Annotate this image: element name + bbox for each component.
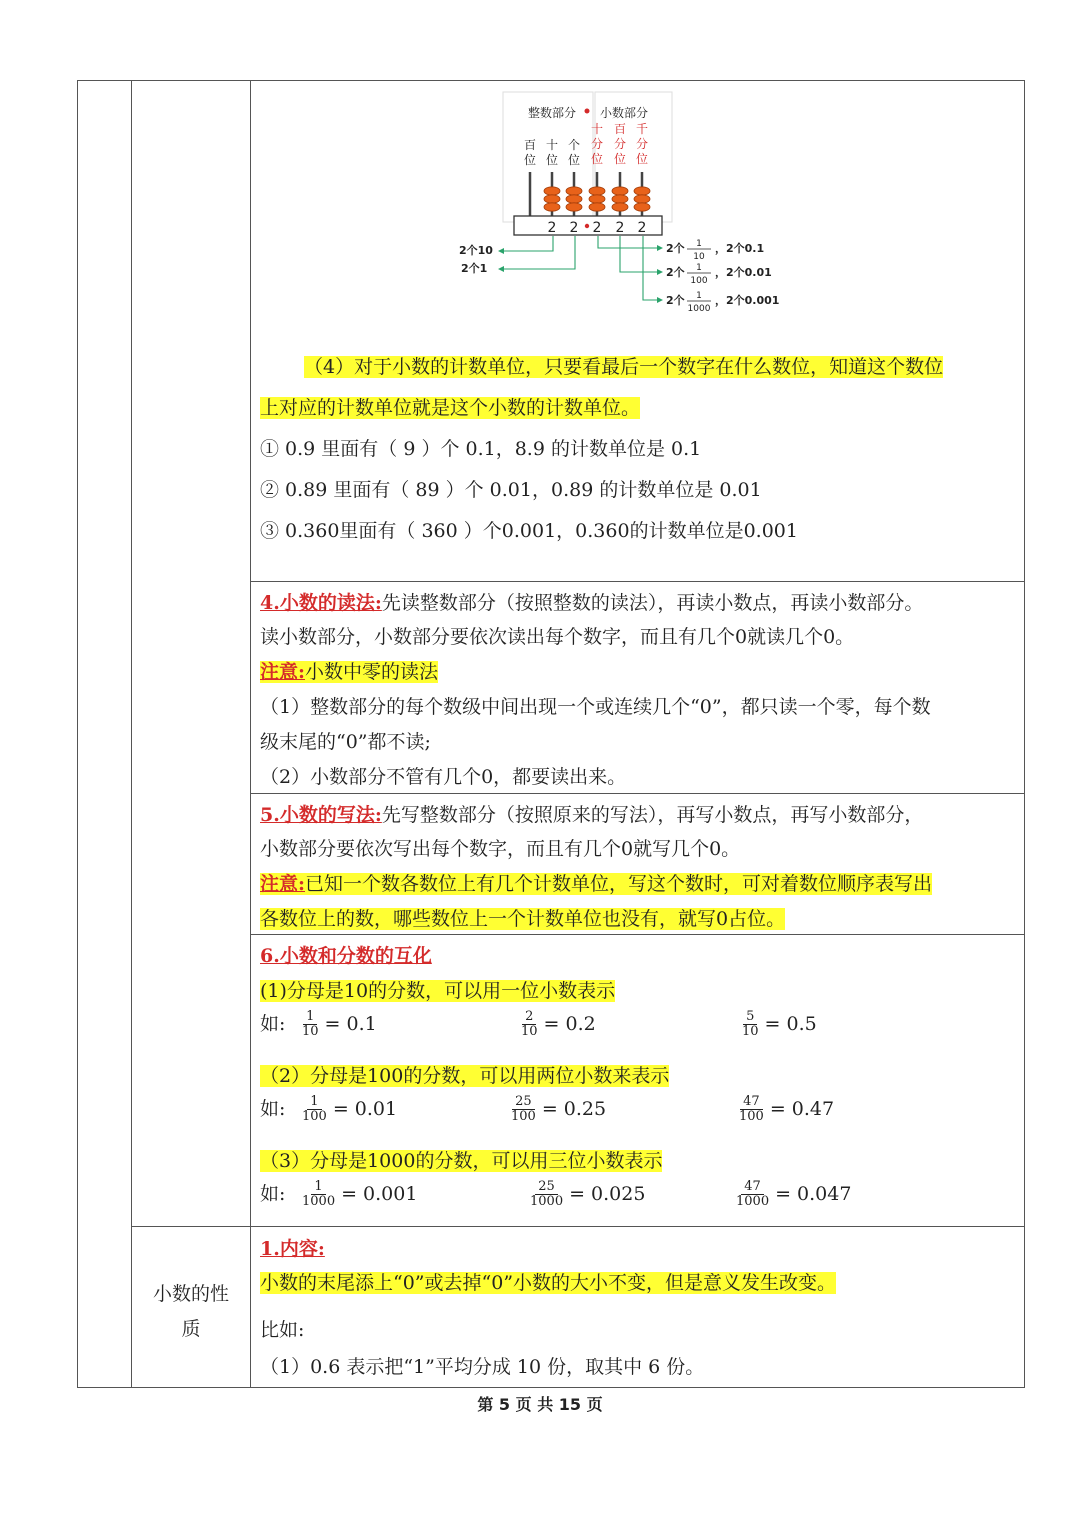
counting-unit-line-1: （4）对于小数的计数单位，只要看最后一个数字在什么数位，知道这个数位	[304, 356, 944, 378]
reading-note-text: 小数中零的读法	[305, 661, 439, 683]
right-note-suffix: ，2个0.1	[715, 242, 765, 255]
reading-heading-line	[260, 586, 923, 620]
right-note-denominator: 10	[693, 252, 705, 262]
place-label-char: 分	[590, 137, 604, 151]
reading-rule-1a: （1）整数部分的每个数级中间出现一个或连续几个“0”，都只读一个零，每个数	[260, 696, 931, 718]
conversion-example: $\frac{1}{100}$ = 0.01	[302, 1093, 398, 1124]
abacus-bead	[612, 195, 628, 203]
conversion-example: $\frac{2}{10}$ = 0.2	[521, 1008, 596, 1039]
left-note-ones: 2个1	[461, 262, 488, 275]
left-arrows	[502, 236, 575, 269]
place-label-char: 分	[613, 137, 627, 151]
writing-text-2: 小数部分要依次写出每个数字，而且有几个0就写几个0。	[260, 838, 741, 860]
property-content: 小数的末尾添上“0”或去掉“0”小数的大小不变，但是意义发生改变。	[260, 1272, 837, 1294]
reading-text-1: 先读整数部分（按照整数的读法），再读小数点，再读小数部分。	[381, 592, 924, 614]
place-label-char: 位	[613, 152, 627, 166]
abacus-place-value-diagram	[440, 88, 800, 320]
abacus-bead	[589, 203, 605, 211]
abacus-bead	[544, 195, 560, 203]
right-arrowheads	[657, 245, 663, 303]
conversion-example: $\frac{47}{1000}$ = 0.047	[736, 1178, 852, 1209]
example-item: ① 0.9 里面有（ 9 ）个 0.1，8.9 的计数单位是 0.1	[260, 438, 702, 460]
abacus-bead	[612, 203, 628, 211]
conversion-example-prefix: 如:	[260, 1183, 286, 1205]
place-label-char: 位	[590, 152, 604, 166]
decimal-part-label: 小数部分	[599, 106, 649, 120]
conversion-example: $\frac{47}{100}$ = 0.47	[739, 1093, 835, 1124]
abacus-bead	[566, 195, 582, 203]
abacus-digit: 2	[637, 220, 647, 236]
reading-text-2: 读小数部分，小数部分要依次读出每个数字，而且有几个0就读几个0。	[260, 626, 855, 648]
place-label-char: 分	[635, 137, 649, 151]
right-note-suffix: ，2个0.01	[715, 266, 772, 279]
conversion-example: $\frac{25}{1000}$ = 0.025	[530, 1178, 646, 1209]
property-title: 1.内容:	[260, 1238, 325, 1260]
example-item: ② 0.89 里面有（ 89 ）个 0.01，0.89 的计数单位是 0.01	[260, 479, 762, 501]
right-arrows	[598, 236, 658, 300]
abacus-bead	[634, 203, 650, 211]
left-note-tens: 2个10	[459, 244, 493, 257]
writing-note-line-1: 注意:已知一个数各数位上有几个计数单位，写这个数时，可对着数位顺序表写出	[260, 873, 933, 895]
writing-title: 5.小数的写法:	[260, 804, 382, 826]
abacus-rods	[530, 172, 650, 216]
abacus-bead	[544, 187, 560, 195]
conversion-example: $\frac{1}{1000}$ = 0.001	[302, 1178, 418, 1209]
abacus-bead	[612, 187, 628, 195]
example-item: ③ 0.360里面有（ 360 ）个0.001，0.360的计数单位是0.001	[260, 520, 798, 542]
place-label-char: 百	[523, 138, 537, 152]
conversion-example-prefix: 如:	[260, 1098, 286, 1120]
place-label-char: 位	[567, 153, 581, 167]
place-labels	[524, 121, 648, 167]
page-number-footer: 第 5 页 共 15 页	[477, 1395, 603, 1414]
place-label-char: 十	[545, 138, 559, 152]
abacus-bead	[589, 187, 605, 195]
base-decimal-point	[585, 224, 589, 228]
right-note-numerator: 1	[696, 239, 702, 249]
abacus-bead	[634, 187, 650, 195]
right-note-prefix: 2个	[666, 294, 685, 307]
conversion-example-prefix: 如:	[260, 1013, 286, 1035]
writing-heading-line	[260, 798, 923, 832]
right-note-denominator: 100	[690, 276, 708, 286]
conversion-heading-2: （2）分母是100的分数，可以用两位小数来表示	[260, 1065, 670, 1087]
decimal-point-dot	[585, 109, 590, 114]
counting-unit-line-2: 上对应的计数单位就是这个小数的计数单位。	[260, 397, 641, 419]
right-note-denominator: 1000	[687, 304, 711, 314]
column-divider-1	[131, 81, 132, 1387]
place-label-char: 千	[635, 122, 649, 136]
conversion-example: $\frac{1}{10}$ = 0.1	[302, 1008, 377, 1039]
writing-note-label: 注意:	[260, 873, 306, 895]
conversion-heading-1: (1)分母是10的分数，可以用一位小数表示	[260, 980, 616, 1002]
abacus-bead	[589, 195, 605, 203]
place-label-char: 个	[567, 138, 581, 152]
right-note-prefix: 2个	[666, 242, 685, 255]
reading-rule-1b: 级末尾的“0”都不读;	[260, 731, 431, 753]
row-divider	[250, 581, 1024, 582]
conversion-example: $\frac{5}{10}$ = 0.5	[742, 1008, 817, 1039]
place-label-char: 位	[545, 153, 559, 167]
place-label-char: 十	[590, 122, 604, 136]
conversion-example: $\frac{25}{100}$ = 0.25	[511, 1093, 607, 1124]
abacus-digit: 2	[615, 220, 625, 236]
abacus-digit: 2	[569, 220, 579, 236]
right-note-numerator: 1	[696, 263, 702, 273]
integer-part-label: 整数部分	[527, 106, 577, 120]
abacus-bead	[634, 195, 650, 203]
abacus-digit: 2	[547, 220, 557, 236]
right-note-prefix: 2个	[666, 266, 685, 279]
left-arrowheads	[498, 248, 504, 272]
writing-note-line-2: 各数位上的数，哪些数位上一个计数单位也没有，就写0占位。	[260, 908, 786, 930]
reading-note	[260, 655, 438, 689]
conversion-heading-3: （3）分母是1000的分数，可以用三位小数表示	[260, 1150, 663, 1172]
property-example-label: 比如:	[260, 1319, 305, 1341]
property-example-1: （1）0.6 表示把“1”平均分成 10 份，取其中 6 份。	[260, 1356, 705, 1378]
right-notes	[666, 239, 779, 314]
writing-text-1: 先写整数部分（按照原来的写法），再写小数点，再写小数部分，	[381, 804, 924, 826]
reading-note-label: 注意:	[260, 661, 306, 683]
abacus-bead	[566, 203, 582, 211]
property-side-label-1: 小数的性	[152, 1283, 229, 1305]
reading-title: 4.小数的读法:	[260, 592, 382, 614]
place-label-char: 位	[523, 153, 537, 167]
abacus-digit: 2	[592, 220, 602, 236]
reading-rule-2: （2）小数部分不管有几个0，都要读出来。	[260, 766, 627, 788]
abacus-bead	[566, 187, 582, 195]
row-divider	[131, 1226, 1024, 1227]
right-note-numerator: 1	[696, 291, 702, 301]
place-label-char: 百	[613, 122, 627, 136]
right-note-suffix: ，2个0.001	[715, 294, 780, 307]
property-side-label-2: 质	[181, 1318, 201, 1340]
abacus-bead	[544, 203, 560, 211]
conversion-title: 6.小数和分数的互化	[260, 945, 432, 967]
column-divider-2	[250, 81, 251, 1387]
place-label-char: 位	[635, 152, 649, 166]
